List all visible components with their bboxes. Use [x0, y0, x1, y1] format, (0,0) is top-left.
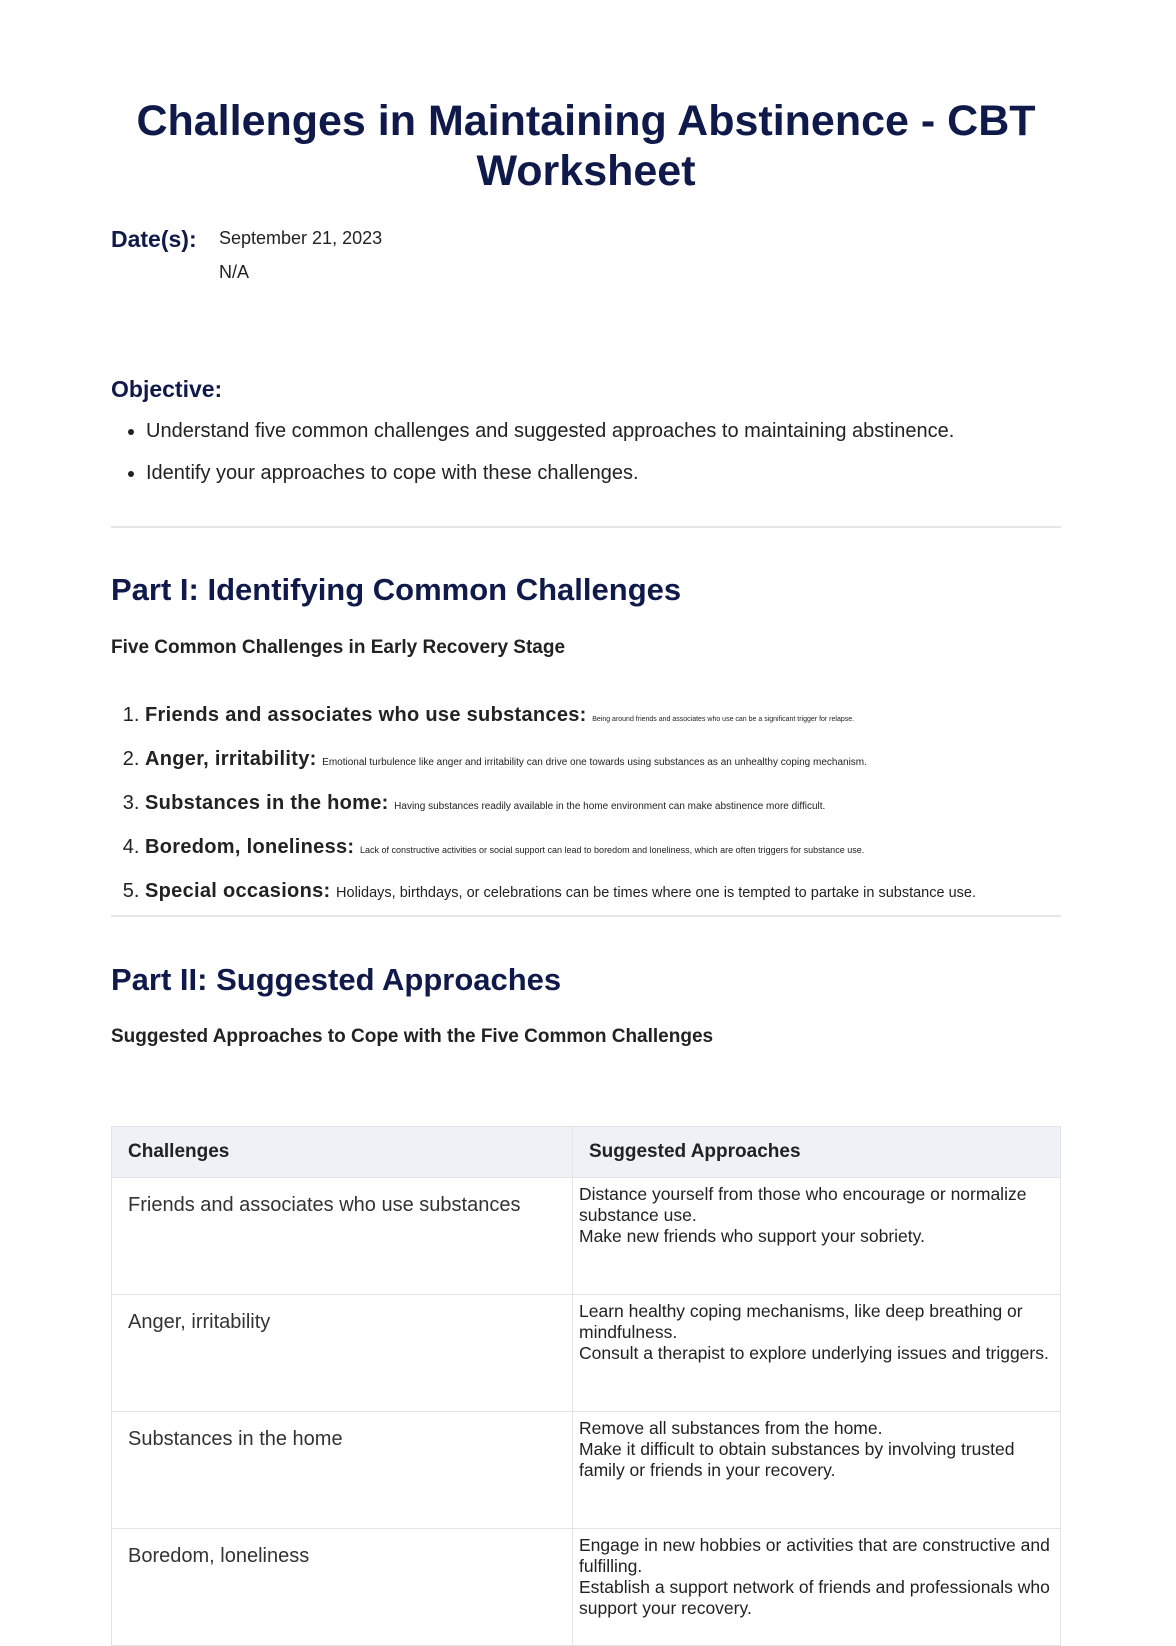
- table-row: [112, 1295, 1061, 1412]
- approach-text: Make new friends who support your sobriety.: [579, 1226, 925, 1246]
- part2-subheading: Suggested Approaches to Cope with the Five Common Challenges: [111, 1026, 714, 1047]
- approach-text: Engage in new hobbies or activities that are constructive and fulfilling.: [579, 1535, 1050, 1576]
- approach-text: Distance yourself from those who encourage or normalize substance use.: [579, 1184, 1027, 1225]
- dates-label: Date(s):: [111, 226, 197, 252]
- table-row: [112, 1529, 1061, 1646]
- objective-list: [111, 416, 954, 500]
- approach-text: Remove all substances from the home.: [579, 1418, 883, 1438]
- date-value: September 21, 2023: [219, 228, 383, 248]
- part1-heading: Part I: Identifying Common Challenges: [111, 572, 682, 607]
- approach-text: Learn healthy coping mechanisms, like deep breathing or mindfulness.: [579, 1301, 1023, 1342]
- challenge-cell: Substances in the home: [112, 1412, 573, 1529]
- part1-subheading: Five Common Challenges in Early Recovery Stage: [111, 637, 566, 658]
- challenge-cell: Friends and associates who use substances: [112, 1178, 573, 1295]
- approach-text: Consult a therapist to explore underlying issues and triggers.: [579, 1343, 1049, 1363]
- date-value: N/A: [219, 262, 250, 282]
- challenge-title: Friends and associates who use substances:: [145, 704, 587, 726]
- challenge-item: [145, 788, 1075, 832]
- challenge-title: Special occasions:: [145, 880, 331, 902]
- part2-heading: Part II: Suggested Approaches: [111, 962, 562, 997]
- challenge-item: [145, 876, 1075, 920]
- challenge-description: Lack of constructive activities or social support can lead to boredom and loneliness, which are often triggers for substance use.: [359, 845, 865, 855]
- approach-text: Establish a support network of friends and professionals who support your recovery.: [579, 1577, 1050, 1618]
- objective-heading: Objective:: [111, 376, 223, 402]
- objective-item: • Identify your approaches to cope with these challenges.: [146, 458, 954, 500]
- objective-item: • Understand five common challenges and suggested approaches to maintaining abstinence.: [146, 416, 954, 458]
- table-row: [112, 1178, 1061, 1295]
- challenge-item: [145, 744, 1075, 788]
- challenge-title: Anger, irritability:: [145, 748, 317, 770]
- approaches-cell: [573, 1412, 1061, 1529]
- column-header-approaches: Suggested Approaches: [573, 1127, 1061, 1178]
- divider: [111, 915, 1061, 917]
- divider: [111, 526, 1061, 528]
- approaches-table: [111, 1126, 1061, 1646]
- challenges-list: [111, 700, 1075, 920]
- challenge-cell: Anger, irritability: [112, 1295, 573, 1412]
- approaches-cell: [573, 1178, 1061, 1295]
- challenge-item: [145, 832, 1075, 876]
- approaches-cell: [573, 1529, 1061, 1646]
- challenge-cell: Boredom, loneliness: [112, 1529, 573, 1646]
- challenge-item: [145, 700, 1075, 744]
- column-header-challenges: Challenges: [112, 1127, 573, 1178]
- table-row: [112, 1412, 1061, 1529]
- challenge-title: Boredom, loneliness:: [145, 836, 355, 858]
- page-title: Challenges in Maintaining Abstinence - CBT Worksheet: [136, 97, 1036, 195]
- challenge-description: Emotional turbulence like anger and irritability can drive one towards using substances as an unhealthy coping mechanism.: [322, 757, 867, 768]
- approaches-cell: [573, 1295, 1061, 1412]
- table-header-row: [112, 1127, 1061, 1178]
- approach-text: Make it difficult to obtain substances by involving trusted family or friends in your recovery.: [579, 1439, 1015, 1480]
- challenge-description: Holidays, birthdays, or celebrations can be times where one is tempted to partake in substance use.: [336, 885, 977, 901]
- challenge-description: Being around friends and associates who use can be a significant trigger for relapse.: [592, 716, 855, 723]
- challenge-description: Having substances readily available in the home environment can make abstinence more difficult.: [394, 801, 826, 812]
- challenge-title: Substances in the home:: [145, 792, 389, 814]
